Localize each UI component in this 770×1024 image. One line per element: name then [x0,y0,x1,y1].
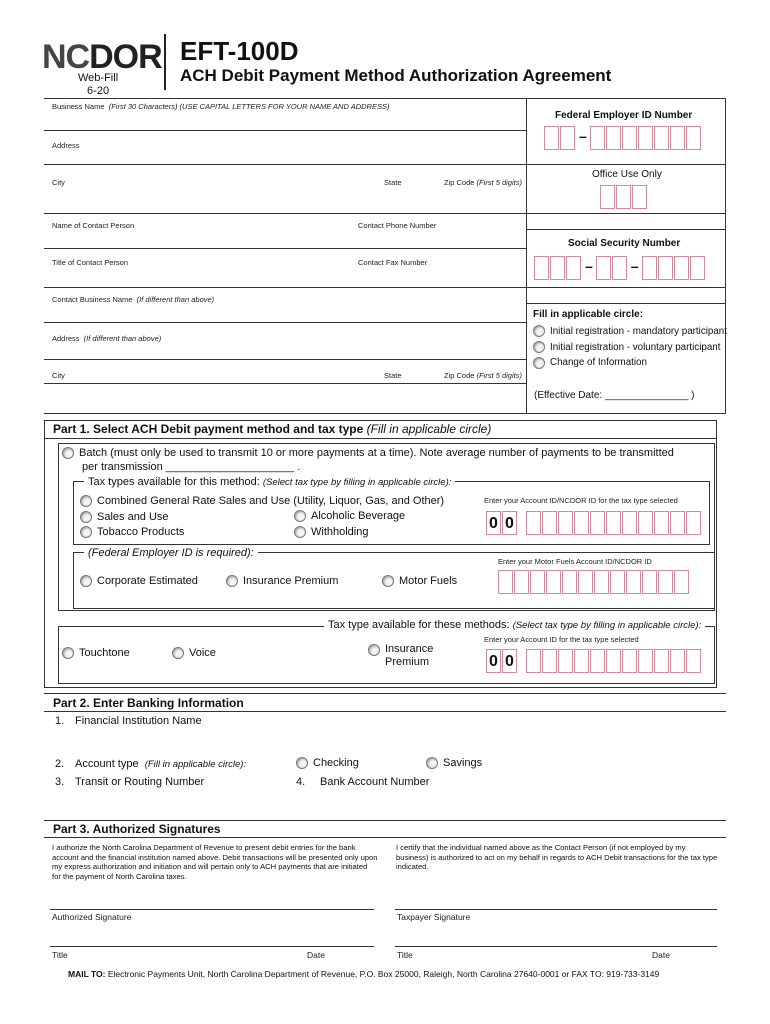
account-id-label: Enter your Account ID/NCDOR ID for the tax type selected [484,496,678,505]
contact-rule [44,213,726,214]
radio-circle[interactable] [62,647,74,659]
address-label: Address [52,141,80,150]
num-1: 1. [55,715,65,727]
ssn-label: Social Security Number [568,238,681,249]
zip2-label: Zip Code (First 5 digits) [444,371,522,380]
business-rule [44,287,726,288]
logo-nc: NC [42,38,90,76]
footer-mail: MAIL TO: Electronic Payments Unit, North Carolina Department of Revenue, P.O. Box 25000, Raleigh, North Carolina 27640-0001 or FAX TO: 919-733-3149 [68,969,660,979]
radio-circle[interactable] [80,511,92,523]
title-right-line[interactable] [395,946,717,947]
fein-required-label: (Federal Employer ID is required): [84,547,258,559]
option-insurance-premium[interactable]: Insurance Premium [368,643,433,669]
option-tobacco[interactable]: Tobacco Products [80,525,444,541]
city2-rule [44,359,526,360]
auth-sig-line[interactable] [50,909,374,910]
radio-circle[interactable] [382,575,394,587]
motor-fuels-input[interactable] [498,570,690,594]
registration-options [533,324,727,371]
address2-rule [44,322,526,323]
option-change-info[interactable]: Change of Information [533,355,727,371]
zip-label: Zip Code (First 5 digits) [444,178,522,187]
form-version: 6-20 [87,85,110,97]
batch-option[interactable]: Batch (must only be used to transmit 10 or more payments at a time). Note average number of payments to be transmitted [62,447,674,459]
methods-label: Tax type available for these methods: (Select tax type by filling in applicable circle): [324,619,705,631]
ssn-input[interactable]: – – [534,256,706,280]
institution-label: Financial Institution Name [75,715,202,727]
radio-circle[interactable] [533,341,545,353]
option-withholding[interactable]: Withholding [294,525,405,541]
part3-top-rule [44,820,726,821]
date-right-label: Date [652,950,670,960]
business-name-label: Business Name (First 30 Characters) (USE CAPITAL LETTERS FOR YOUR NAME AND ADDRESS) [52,102,390,111]
office-use-label: Office Use Only [592,169,662,180]
option-voluntary[interactable]: Initial registration - voluntary participant [533,340,727,356]
option-mandatory[interactable]: Initial registration - mandatory participant [533,324,727,340]
radio-circle[interactable] [426,757,438,769]
option-corporate[interactable]: Corporate Estimated [80,575,198,587]
webfill-text: Web-Fill [78,72,119,84]
option-checking[interactable]: Checking [296,757,359,769]
option-insurance[interactable]: Insurance Premium [226,575,338,587]
fein-label: Federal Employer ID Number [555,110,693,121]
taxpayer-sig-label: Taxpayer Signature [397,912,471,922]
authorization-text: I authorize the North Carolina Department of Revenue to present debit entries for the bank account and the financial institution named above. Debit transactions will be presented only upon my express authorization and initiation and will pertain only to ACH payments that are initiated for the payment of North Carolina taxes. [52,843,378,881]
ssn-rule [527,229,725,230]
bottom-rule [44,383,526,384]
option-sales-use[interactable]: Sales and Use [80,510,444,526]
top-section-end [44,413,726,414]
date-left-label: Date [307,950,325,960]
effective-date[interactable]: (Effective Date: _______________ ) [534,390,695,401]
tax-types-label: Tax types available for this method: (Select tax type by filling in applicable circle): [84,476,455,488]
radio-circle[interactable] [294,510,306,522]
state2-label: State [384,371,402,380]
auth-sig-label: Authorized Signature [52,912,132,922]
part2-top-rule [44,693,726,694]
motor-fuels-id-label: Enter your Motor Fuels Account ID/NCDOR ID [498,557,652,566]
address-rule [44,130,526,131]
num-2: 2. [55,758,65,770]
option-alcoholic[interactable]: Alcoholic Beverage [294,509,405,525]
part1-heading: Part 1. Select ACH Debit payment method and tax type (Fill in applicable circle) [53,422,492,436]
form-number: EFT-100D [180,36,299,66]
fill-label: Fill in applicable circle: [533,309,644,320]
account-id-label-2: Enter your Account ID for the tax type selected [484,635,639,644]
radio-circle[interactable] [296,757,308,769]
radio-circle[interactable] [368,644,380,656]
form-title: ACH Debit Payment Method Authorization Agreement [180,66,612,85]
part1-head-rule [44,438,716,439]
option-combined-sales[interactable]: Combined General Rate Sales and Use (Utility, Liquor, Gas, and Other) [80,494,444,510]
contact-phone-label: Contact Phone Number [358,221,437,230]
title-left-label: Title [52,950,68,960]
title-left-line[interactable] [50,946,374,947]
radio-circle[interactable] [533,357,545,369]
certification-text: I certify that the individual named above as the Contact Person (if not employed by my business) is authorized to act on my behalf in regards to ACH Debit transactions for the tax type indicated. [396,843,718,871]
option-touchtone[interactable]: Touchtone [62,647,130,659]
option-savings[interactable]: Savings [426,757,482,769]
radio-circle[interactable] [294,526,306,538]
radio-circle[interactable] [533,325,545,337]
option-voice[interactable]: Voice [172,647,216,659]
bank-account-label: Bank Account Number [320,776,430,788]
header-divider [164,34,166,90]
top-rule [44,98,726,99]
radio-circle[interactable] [172,647,184,659]
title-right-label: Title [397,950,413,960]
num-4: 4. [296,776,306,788]
batch-radio[interactable] [62,447,74,459]
taxpayer-sig-line[interactable] [395,909,717,910]
title-rule [44,248,526,249]
fill-rule [527,303,725,304]
right-column-divider [526,98,527,414]
part3-heading: Part 3. Authorized Signatures [53,822,221,836]
fein-input[interactable]: – [544,126,702,150]
option-motor-fuels[interactable]: Motor Fuels [382,575,457,587]
account-type-label: Account type (Fill in applicable circle): [75,758,247,770]
city-rule [44,164,726,165]
city2-label: City [52,371,65,380]
batch-line2: per transmission _____________________ . [82,461,301,473]
part3-head-rule [44,837,726,838]
account-id-input[interactable]: 0 0 [486,511,702,535]
part2-head-rule [44,711,726,712]
city-label: City [52,178,65,187]
radio-circle[interactable] [226,575,238,587]
radio-circle[interactable] [80,495,92,507]
office-use-boxes [600,185,648,209]
part2-heading: Part 2. Enter Banking Information [53,696,244,710]
tax-options-right [294,509,405,540]
num-3: 3. [55,776,65,788]
radio-circle[interactable] [80,526,92,538]
contact-name-label: Name of Contact Person [52,221,135,230]
logo-dor: DOR [89,38,162,76]
account-id-input-2[interactable]: 0 0 [486,649,702,673]
address2-label: Address (If different than above) [52,334,162,343]
routing-label: Transit or Routing Number [75,776,205,788]
contact-business-label: Contact Business Name (If different than above) [52,295,215,304]
radio-circle[interactable] [80,575,92,587]
contact-fax-label: Contact Fax Number [358,258,428,267]
contact-title-label: Title of Contact Person [52,258,129,267]
webfill-label [78,72,118,98]
state-label: State [384,178,402,187]
